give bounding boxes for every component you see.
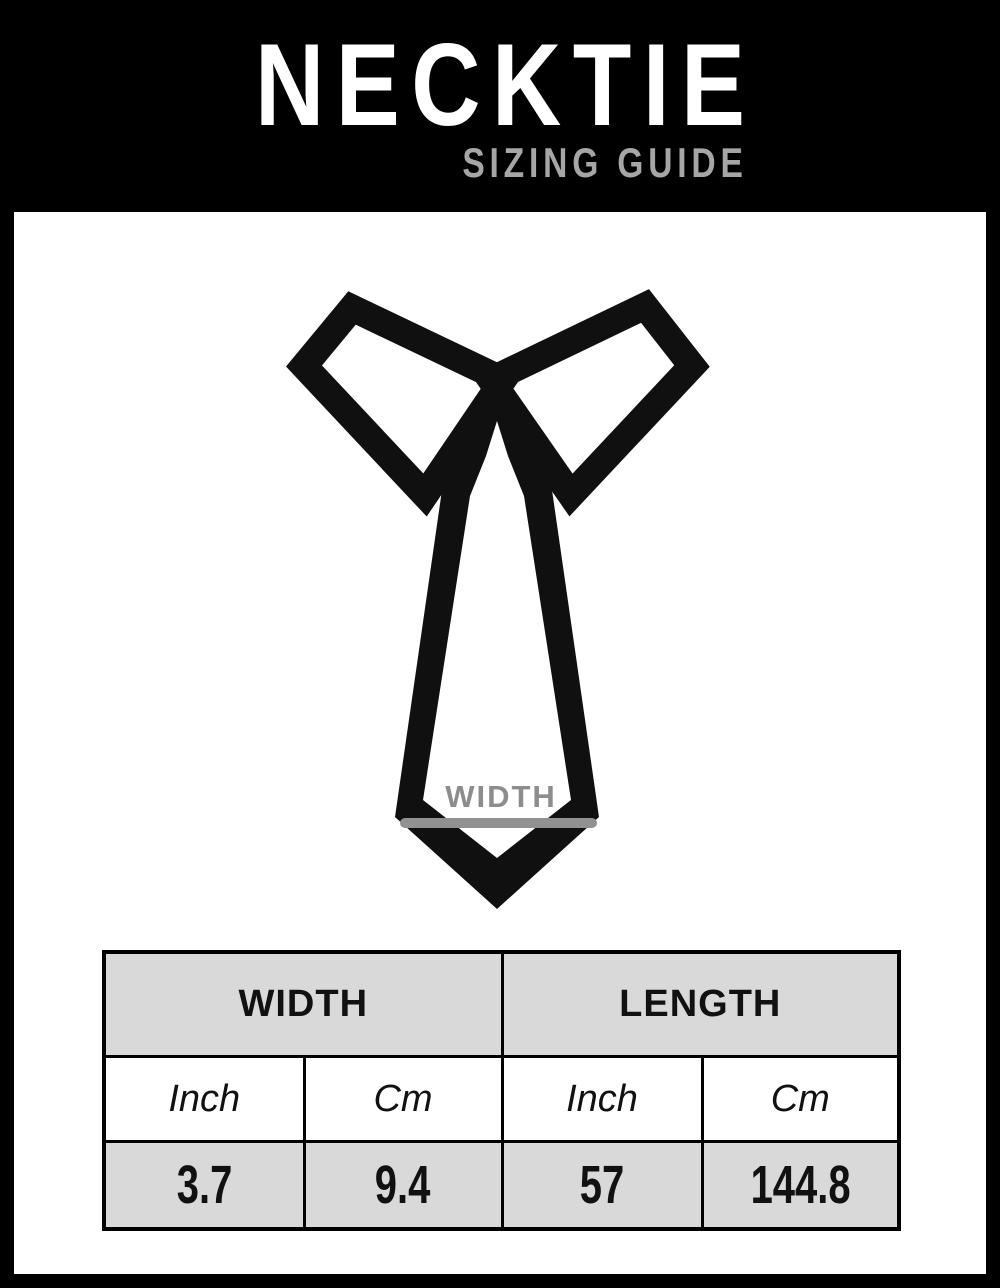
value-length-cm: 144.8 bbox=[702, 1142, 899, 1230]
width-measure-line bbox=[400, 818, 597, 828]
unit-width-inch: Inch bbox=[104, 1057, 304, 1142]
unit-length-inch: Inch bbox=[502, 1057, 702, 1142]
page-title: NECKTIE bbox=[254, 19, 757, 150]
unit-length-cm: Cm bbox=[702, 1057, 899, 1142]
col-group-width: WIDTH bbox=[104, 952, 502, 1057]
table-row-units bbox=[104, 1057, 899, 1142]
table-row-groups bbox=[104, 952, 899, 1057]
content-panel bbox=[14, 212, 986, 1274]
size-table bbox=[102, 950, 901, 1231]
value-width-cm: 9.4 bbox=[304, 1142, 502, 1230]
necktie-icon bbox=[250, 250, 750, 950]
col-group-length: LENGTH bbox=[502, 952, 899, 1057]
value-length-inch: 57 bbox=[502, 1142, 702, 1230]
page-subtitle: SIZING GUIDE bbox=[462, 139, 748, 186]
value-width-inch: 3.7 bbox=[104, 1142, 304, 1230]
unit-width-cm: Cm bbox=[304, 1057, 502, 1142]
width-label: WIDTH bbox=[445, 779, 557, 814]
table-row-values bbox=[104, 1142, 899, 1230]
